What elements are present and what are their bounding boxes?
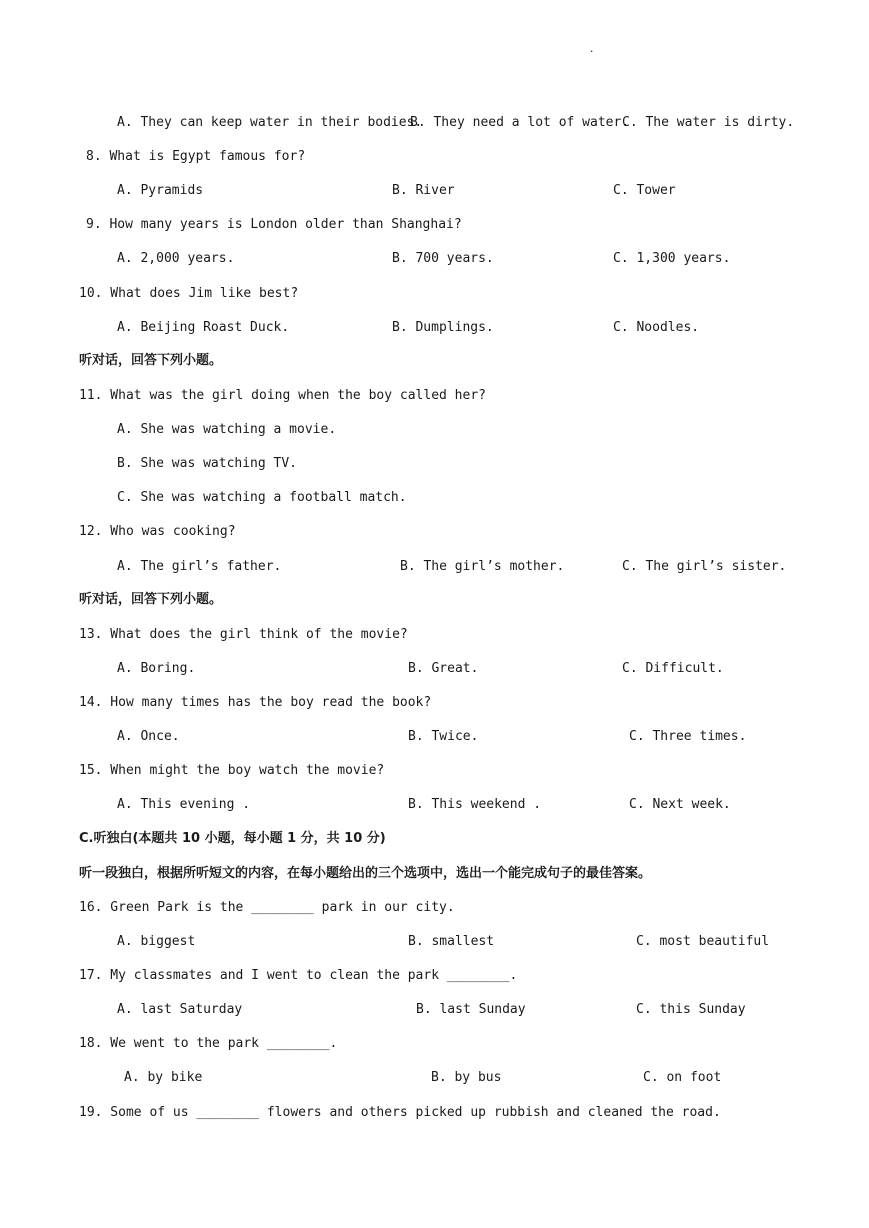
q14-option-b: B. Twice. <box>408 729 479 744</box>
q10-option-a: A. Beijing Roast Duck. <box>117 320 290 335</box>
q17-option-c: C. this Sunday <box>636 1002 746 1017</box>
q12-question: 12. Who was cooking? <box>79 524 236 539</box>
q16-option-a: A. biggest <box>117 934 196 949</box>
section-heading-dialogue-2: 听对话，回答下列小题。 <box>79 592 223 607</box>
q15-option-c: C. Next week. <box>629 797 731 812</box>
q15-option-b: B. This weekend . <box>408 797 542 812</box>
section-c-instruction: 听一段独白，根据所听短文的内容，在每小题给出的三个选项中，选出一个能完成句子的最佳答案。 <box>79 866 652 881</box>
q11-option-c: C. She was watching a football match. <box>117 490 407 505</box>
q8-option-a: A. Pyramids <box>117 183 204 198</box>
q10-question: 10. What does Jim like best? <box>79 286 299 301</box>
q8-option-b: B. River <box>392 183 455 198</box>
q7-option-c: C. The water is dirty. <box>622 115 795 130</box>
q18-option-a: A. by bike <box>124 1070 203 1085</box>
q10-option-b: B. Dumplings. <box>392 320 494 335</box>
q17-option-a: A. last Saturday <box>117 1002 243 1017</box>
q17-question: 17. My classmates and I went to clean the park ________. <box>79 968 518 983</box>
q12-option-b: B. The girl’s mother. <box>400 559 565 574</box>
q9-question: 9. How many years is London older than Shanghai? <box>86 217 462 232</box>
q16-option-b: B. smallest <box>408 934 495 949</box>
q17-option-b: B. last Sunday <box>416 1002 526 1017</box>
q19-question: 19. Some of us ________ flowers and others picked up rubbish and cleaned the road. <box>79 1105 721 1120</box>
q18-option-b: B. by bus <box>431 1070 502 1085</box>
q14-option-c: C. Three times. <box>629 729 747 744</box>
section-c-heading: C.听独白(本题共 10 小题，每小题 1 分，共 10 分) <box>79 831 386 846</box>
q9-option-b: B. 700 years. <box>392 251 494 266</box>
q11-option-b: B. She was watching TV. <box>117 456 298 471</box>
q8-question: 8. What is Egypt famous for? <box>86 149 306 164</box>
q11-question: 11. What was the girl doing when the boy called her? <box>79 388 486 403</box>
q16-option-c: C. most beautiful <box>636 934 770 949</box>
q18-option-c: C. on foot <box>643 1070 722 1085</box>
q13-option-a: A. Boring. <box>117 661 196 676</box>
header-dot: . <box>590 40 594 55</box>
q9-option-a: A. 2,000 years. <box>117 251 235 266</box>
q15-question: 15. When might the boy watch the movie? <box>79 763 385 778</box>
q16-question: 16. Green Park is the ________ park in our city. <box>79 900 455 915</box>
q11-option-a: A. She was watching a movie. <box>117 422 337 437</box>
q13-option-c: C. Difficult. <box>622 661 724 676</box>
q12-option-a: A. The girl’s father. <box>117 559 282 574</box>
q14-option-a: A. Once. <box>117 729 180 744</box>
q14-question: 14. How many times has the boy read the book? <box>79 695 432 710</box>
q10-option-c: C. Noodles. <box>613 320 700 335</box>
q18-question: 18. We went to the park ________. <box>79 1036 338 1051</box>
q9-option-c: C. 1,300 years. <box>613 251 731 266</box>
q7-option-a: A. They can keep water in their bodies. <box>117 115 423 130</box>
q13-option-b: B. Great. <box>408 661 479 676</box>
q8-option-c: C. Tower <box>613 183 676 198</box>
q13-question: 13. What does the girl think of the movie? <box>79 627 408 642</box>
section-heading-dialogue-1: 听对话，回答下列小题。 <box>79 353 223 368</box>
q7-option-b: B. They need a lot of water. <box>410 115 630 130</box>
q12-option-c: C. The girl’s sister. <box>622 559 787 574</box>
q15-option-a: A. This evening . <box>117 797 251 812</box>
